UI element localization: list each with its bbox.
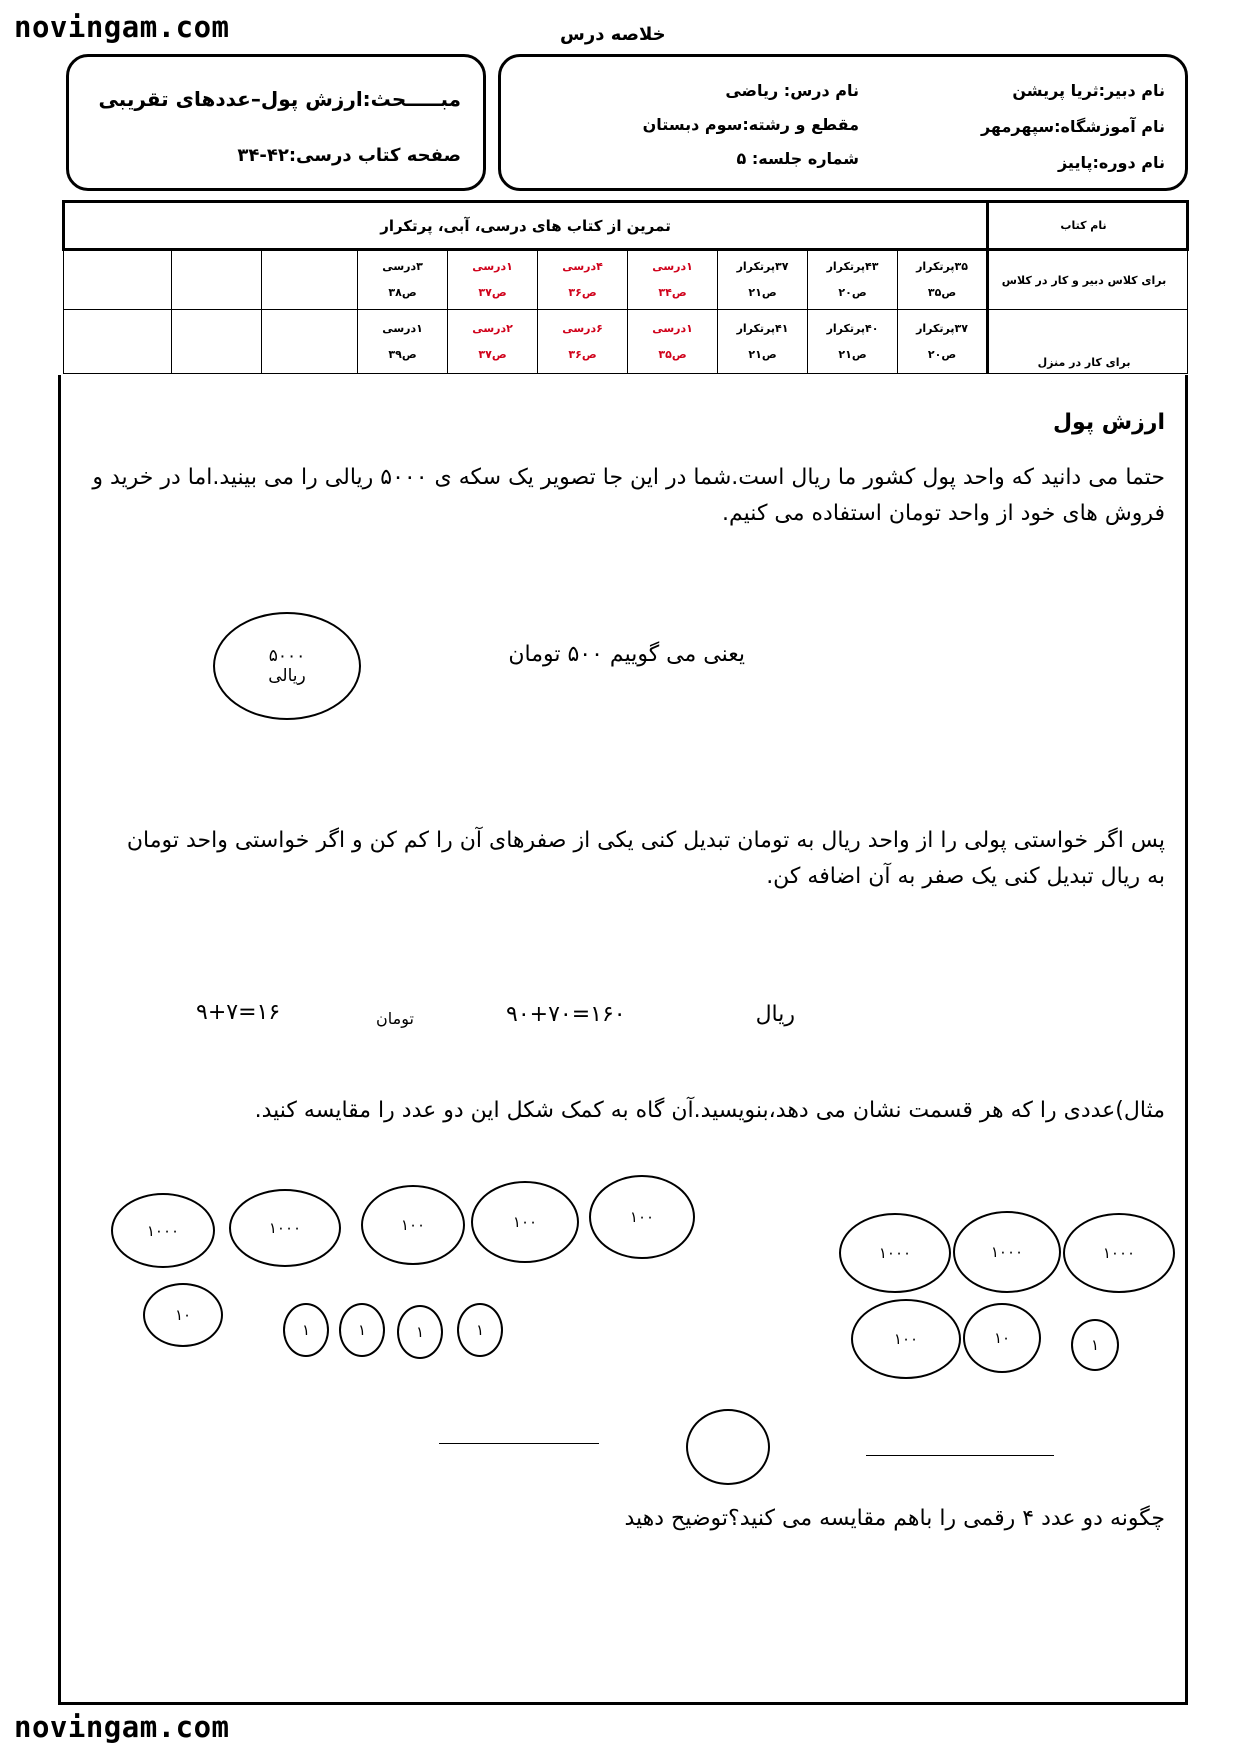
- cell-exercise: ۶درسی: [562, 321, 603, 335]
- table-cell: [538, 310, 628, 374]
- money-circle: ۱: [1071, 1319, 1119, 1371]
- money-circle: ۱۰۰: [851, 1299, 961, 1379]
- table-row-home: [64, 310, 1188, 374]
- toman-equation: ۹+۷=۱۶: [196, 1000, 281, 1025]
- conversion-rule: پس اگر خواستی پولی را از واحد ریال به تومان تبدیل کنی یکی از صفرهای آن را کم کن و اگر خواستی واحد تومان به ریال تبدیل کنی یک صفر به آن اضافه کن.: [126, 828, 1165, 889]
- cell-exercise: ۳۷پرتکرار: [736, 260, 789, 273]
- course-name: نام درس: ریاضی: [725, 81, 859, 100]
- cell-exercise: ۴درسی: [562, 260, 603, 273]
- table-cell-empty: [262, 250, 358, 310]
- money-circle: ۱۰۰۰: [1063, 1213, 1175, 1293]
- cell-page: ص۳۷: [478, 286, 507, 299]
- table-cell-empty: [64, 310, 172, 374]
- cell-page: ص۲۱: [838, 347, 867, 361]
- money-circle: ۱۰۰: [471, 1181, 579, 1263]
- cell-exercise: ۴۱پرتکرار: [736, 321, 789, 335]
- coin-caption: یعنی می گوییم ۵۰۰ تومان: [508, 642, 745, 667]
- page-heading: خلاصه درس: [560, 24, 666, 45]
- lesson-content: [58, 375, 1188, 1705]
- subject-box: [66, 54, 486, 191]
- table-title: تمرین از کتاب های درسی، آبی، پرتکرار: [64, 202, 988, 250]
- table-cell: [718, 310, 808, 374]
- cell-page: ص۲۰: [838, 286, 867, 299]
- money-circle: ۱۰۰: [361, 1185, 465, 1265]
- exercise-table: [62, 200, 1189, 374]
- money-circle: ۱۰۰۰: [953, 1211, 1061, 1293]
- table-cell: [358, 310, 448, 374]
- money-circle: ۱: [283, 1303, 329, 1357]
- cell-exercise: ۱درسی: [652, 260, 693, 273]
- table-cell: [628, 310, 718, 374]
- table-cell: [628, 250, 718, 310]
- grade-field: مقطع و رشته:سوم دبستان: [642, 115, 859, 134]
- example-prompt: مثال)عددی را که هر قسمت نشان می دهد،بنویسید.آن گاه به کمک شکل این دو عدد را مقایسه کنید.: [254, 1098, 1165, 1123]
- cell-page: ص۳۸: [388, 286, 417, 299]
- rial-label: ریال: [755, 1002, 795, 1027]
- coin-icon: [213, 612, 361, 720]
- watermark-bottom: novingam.com: [14, 1710, 230, 1744]
- table-cell: [538, 250, 628, 310]
- row-label-home: برای کار در منزل: [988, 310, 1188, 374]
- table-cell-empty: [262, 310, 358, 374]
- cell-exercise: ۴۳پرتکرار: [826, 260, 879, 273]
- table-row-class: [64, 250, 1188, 310]
- money-circle: ۱۰۰۰: [839, 1213, 951, 1293]
- money-circle: ۱: [457, 1303, 503, 1357]
- cell-exercise: ۱درسی: [652, 321, 693, 335]
- topic-title: مبـــــحث:ارزش پول–عددهای تقریبی: [98, 87, 461, 111]
- cell-page: ص۳۴: [658, 286, 687, 299]
- watermark-top: novingam.com: [14, 10, 230, 44]
- cell-page: ص۳۵: [658, 347, 687, 361]
- intro-paragraph: حتما می دانید که واحد پول کشور ما ریال است.شما در این جا تصویر یک سکه ی ۵۰۰۰ ریالی را می بینید.اما در خرید و فروش های خود از واحد تومان استفاده می کنیم.: [92, 465, 1165, 526]
- cell-page: ص۳۶: [568, 347, 597, 361]
- lesson-title: ارزش پول: [1052, 410, 1165, 435]
- money-circle: ۱۰: [963, 1303, 1041, 1373]
- rial-equation: ۹۰+۷۰=۱۶۰: [506, 1002, 626, 1027]
- table-cell: [898, 250, 988, 310]
- table-cell: [358, 250, 448, 310]
- cell-exercise: ۳۷پرتکرار: [916, 321, 968, 335]
- table-cell: [808, 250, 898, 310]
- answer-blank-left[interactable]: [439, 1443, 599, 1444]
- info-box: [498, 54, 1188, 191]
- cell-page: ص۳۶: [568, 286, 597, 299]
- money-circle: ۱۰۰۰: [111, 1193, 215, 1268]
- cell-page: ص۳۷: [478, 347, 507, 361]
- question-text: چگونه دو عدد ۴ رقمی را باهم مقایسه می کنید؟توضیح دهید: [624, 1506, 1165, 1531]
- book-pages: صفحه کتاب درسی:۴۲-۳۴: [237, 145, 461, 166]
- cell-exercise: ۲درسی: [472, 321, 513, 335]
- coin-unit: ریالی: [268, 666, 306, 686]
- coin-value: ۵۰۰۰: [268, 646, 306, 666]
- money-circle: ۱۰: [143, 1283, 223, 1347]
- compare-circle[interactable]: [686, 1409, 770, 1485]
- answer-blank-right[interactable]: [866, 1455, 1054, 1456]
- school-name: نام آموزشگاه:سپهرمهر: [980, 117, 1165, 136]
- table-cell: [898, 310, 988, 374]
- cell-exercise: ۱درسی: [382, 321, 423, 335]
- cell-page: ص۳۵: [927, 286, 957, 299]
- cell-page: ص۲۰: [927, 347, 957, 361]
- money-circle: ۱: [397, 1305, 443, 1359]
- cell-page: ص۲۱: [748, 347, 777, 361]
- table-cell-empty: [172, 310, 262, 374]
- cell-exercise: ۱درسی: [472, 260, 513, 273]
- toman-label: تومان: [376, 1009, 414, 1028]
- table-cell: [448, 250, 538, 310]
- table-cell: [808, 310, 898, 374]
- table-cell-empty: [64, 250, 172, 310]
- session-number: شماره جلسه: ۵: [736, 149, 859, 168]
- money-circle: ۱۰۰: [589, 1175, 695, 1259]
- table-cell: [448, 310, 538, 374]
- book-name-label: نام کتاب: [988, 202, 1188, 250]
- teacher-name: نام دبیر:ثریا پریشن: [1012, 81, 1165, 100]
- table-cell-empty: [172, 250, 262, 310]
- cell-exercise: ۴۰پرتکرار: [826, 321, 879, 335]
- cell-page: ص۳۹: [388, 347, 417, 361]
- cell-exercise: ۳۵پرتکرار: [916, 260, 968, 273]
- row-label-class: برای کلاس دبیر و کار در کلاس: [988, 250, 1188, 310]
- money-circle: ۱۰۰۰: [229, 1189, 341, 1267]
- cell-page: ص۲۱: [748, 286, 777, 299]
- term-name: نام دوره:پاییز: [1057, 153, 1165, 172]
- table-cell: [718, 250, 808, 310]
- money-circle: ۱: [339, 1303, 385, 1357]
- cell-exercise: ۳درسی: [382, 260, 423, 273]
